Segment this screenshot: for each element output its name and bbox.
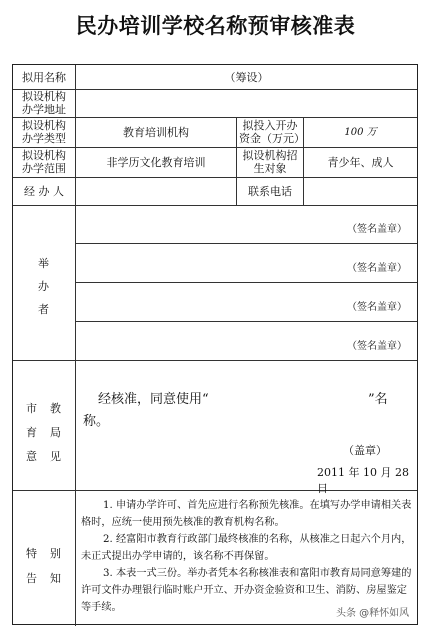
- type-label: 拟设机构办学类型: [22, 119, 66, 145]
- notice-label-char: 特: [26, 547, 37, 560]
- notice-item: 3. 本表一式三份。举办者凭本名称核准表和富阳市教育局同意筹建的许可文件办理银行临时账户开立、开办资金验资和卫生、消防、房屋鉴定等手续。: [81, 568, 412, 613]
- scope-label: 拟设机构办学范围: [22, 149, 66, 175]
- bureau-label-char: 见: [50, 450, 61, 463]
- notice-item: 1. 申请办学许可、首先应进行名称预先核准。在填写办学申请相关表格时，应统一使用预先核准的教育机构名称。: [81, 500, 412, 528]
- funding-field[interactable]: 100 万: [344, 127, 377, 138]
- funding-label: 拟投入开办资金（万元）: [239, 119, 305, 145]
- row-divider: [75, 282, 417, 283]
- bureau-label-char: 市: [26, 402, 37, 415]
- sponsor-sign-slot[interactable]: （签名盖章）: [347, 224, 407, 235]
- page-title: 民办培训学校名称预审核准表: [75, 14, 356, 38]
- bureau-label-char: 教: [50, 402, 61, 415]
- sponsor-label-char: 举: [38, 257, 49, 270]
- approval-date: 2011 年 10 月 28 日: [317, 466, 409, 495]
- proposed-name-label: 拟用名称: [22, 70, 66, 84]
- address-field[interactable]: [76, 90, 417, 117]
- type-field[interactable]: 教育培训机构: [123, 126, 189, 139]
- bureau-label-char: 育: [26, 426, 37, 439]
- notice-label-char: 告: [26, 572, 37, 585]
- notice-label-char: 别: [50, 547, 61, 560]
- proposed-name-field[interactable]: （筹设）: [224, 70, 269, 84]
- bureau-label-char: 局: [50, 426, 61, 439]
- phone-label: 联系电话: [248, 185, 292, 198]
- address-label: 拟设机构办学地址: [22, 90, 66, 116]
- notice-item: 2. 经富阳市教育行政部门最终核准的名称，从核准之日起六个月内，未正式提出办学申请的，该名称不再保留。: [81, 534, 412, 562]
- sponsor-sign-slot[interactable]: （签名盖章）: [347, 302, 407, 313]
- row-divider: [13, 205, 417, 206]
- handler-field[interactable]: [76, 178, 236, 205]
- students-field[interactable]: 青少年、成人: [327, 156, 394, 169]
- approval-text-end: ”名: [368, 392, 388, 407]
- sponsor-sign-slot[interactable]: （签名盖章）: [347, 341, 407, 352]
- bureau-label-char: 意: [26, 450, 37, 463]
- stamp-label: （盖章）: [343, 444, 387, 457]
- row-divider: [75, 243, 417, 244]
- notice-label-char: 知: [50, 572, 61, 585]
- scope-field[interactable]: 非学历文化教育培训: [106, 156, 206, 169]
- approval-text-start: 经核准，同意使用“: [98, 392, 209, 407]
- watermark-text: 头条 @释怀如风: [336, 608, 410, 619]
- sponsor-label-char: 者: [38, 303, 49, 316]
- sponsor-label-char: 办: [38, 280, 49, 293]
- approval-text-tail: 称。: [83, 414, 110, 429]
- notice-list: [81, 497, 413, 616]
- sponsor-sign-slot[interactable]: （签名盖章）: [347, 263, 407, 274]
- watermark: [336, 604, 409, 619]
- students-label: 拟设机构招生对象: [242, 149, 298, 175]
- approval-form: [12, 64, 418, 625]
- phone-field[interactable]: [304, 178, 417, 205]
- row-divider: [13, 360, 417, 361]
- handler-label: 经 办 人: [24, 185, 64, 198]
- row-divider: [75, 321, 417, 322]
